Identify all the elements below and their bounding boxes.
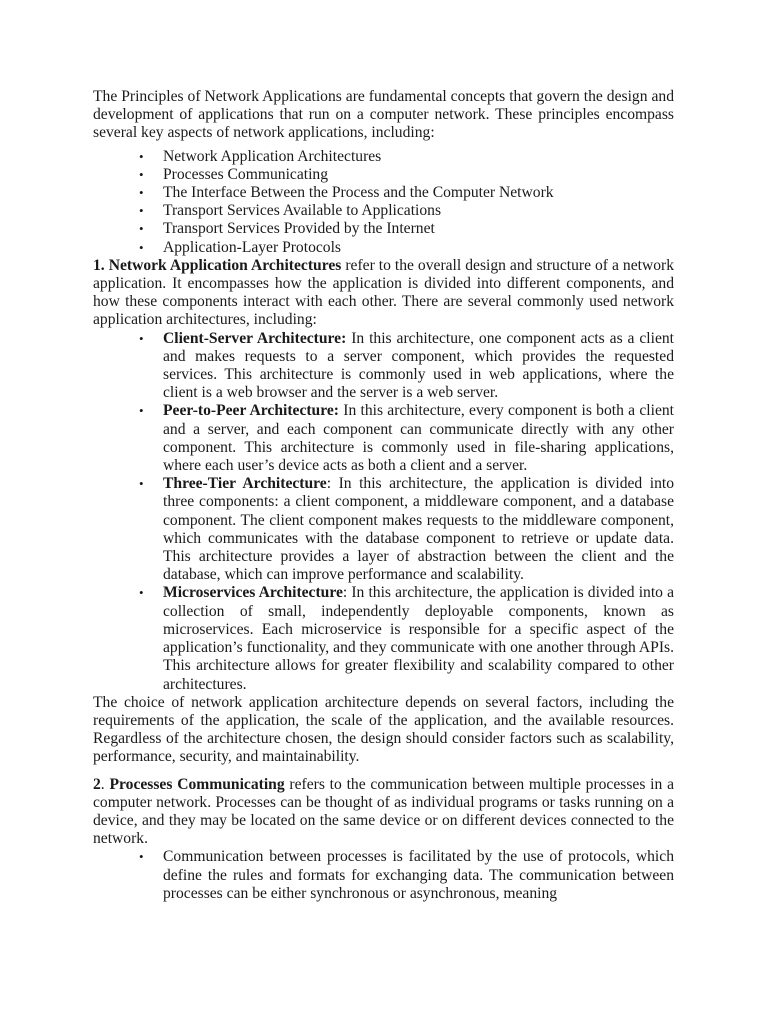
architecture-item-three-tier	[93, 475, 674, 584]
communication-item: • Communication between processes is facilitated by the use of protocols, which define the rules and formats for exchanging data. The communication between processes can be either synchronous or asynchronous, meaning	[93, 848, 674, 903]
architectures-list	[93, 330, 674, 694]
principle-item: • Application-Layer Protocols	[93, 239, 674, 257]
architecture-item-peer-to-peer	[93, 402, 674, 475]
principle-item: • Transport Services Available to Applications	[93, 202, 674, 220]
principles-list	[93, 148, 674, 257]
principle-item: • The Interface Between the Process and the Computer Network	[93, 184, 674, 202]
intro-paragraph: The Principles of Network Applications are fundamental concepts that govern the design and development of applications that run on a computer network. These principles encompass several key aspects of network applications, including:	[93, 88, 674, 142]
principle-item: • Network Application Architectures	[93, 148, 674, 166]
principle-item: • Transport Services Provided by the Internet	[93, 220, 674, 238]
architecture-item-microservices	[93, 584, 674, 693]
section-2-number: 2	[93, 775, 101, 793]
communication-list	[93, 848, 674, 903]
architecture-description: In this architecture, one component acts as a client and makes requests to a server component, which provides the requested services. This architecture is commonly used in web applications, where the client is a web browser and the server is a web server.	[163, 329, 674, 402]
section-1-text: refer to the overall design and structure of a network application. It encompasses how the application is divided into different components, and how these components interact with each other. There are several commonly used network application architectures, including:	[93, 256, 675, 329]
section-1-heading: 1. Network Application Architectures	[93, 256, 342, 274]
architecture-term: Microservices Architecture	[163, 584, 343, 602]
architecture-description: : In this architecture, the application is divided into three components: a client component, a middleware component, and a database component. The client component makes requests to the middleware component, which communicates with the database component to retrieve or update data. This architecture provides a layer of abstraction between the client and the database, which can improve performance and scalability.	[163, 475, 674, 584]
architecture-term: Client-Server Architecture:	[163, 329, 347, 347]
principle-item: • Processes Communicating	[93, 166, 674, 184]
architecture-term: Three-Tier Architecture	[163, 475, 327, 493]
architecture-term: Peer-to-Peer Architecture:	[163, 402, 339, 420]
section-2-paragraph: 2. Processes Communicating refers to the communication between multiple processes in a computer network. Processes can be thought of as individual programs or tasks running on a device, and they may be located on the same device or on different devices connected to the network.	[93, 775, 675, 848]
section-2-text: refers to the communication between multiple processes in a computer network. Processes can be thought of as individual programs or tasks running on a device, and they may be located on the same device or on different devices connected to the network.	[93, 775, 675, 848]
section-1-conclusion: The choice of network application architecture depends on several factors, including the requirements of the application, the scale of the application, and the available resources. Regardless of the architecture chosen, the design should consider factors such as scalability, performance, security, and maintainability.	[93, 693, 674, 766]
architecture-item-client-server	[93, 330, 674, 403]
section-1-paragraph	[93, 257, 674, 330]
document-page	[93, 88, 674, 903]
architecture-description: : In this architecture, the application is divided into a collection of small, independently deployable components, known as microservices. Each microservice is responsible for a specific aspect of the application’s functionality, and they communicate with one another through APIs. This architecture allows for greater flexibility and scalability compared to other architectures.	[163, 584, 674, 693]
architecture-description: In this architecture, every component is both a client and a server, and each component can communicate directly with any other component. This architecture is commonly used in file-sharing applications, where each user’s device acts as both a client and a server.	[163, 402, 674, 475]
section-2-heading: Processes Communicating	[109, 775, 285, 793]
